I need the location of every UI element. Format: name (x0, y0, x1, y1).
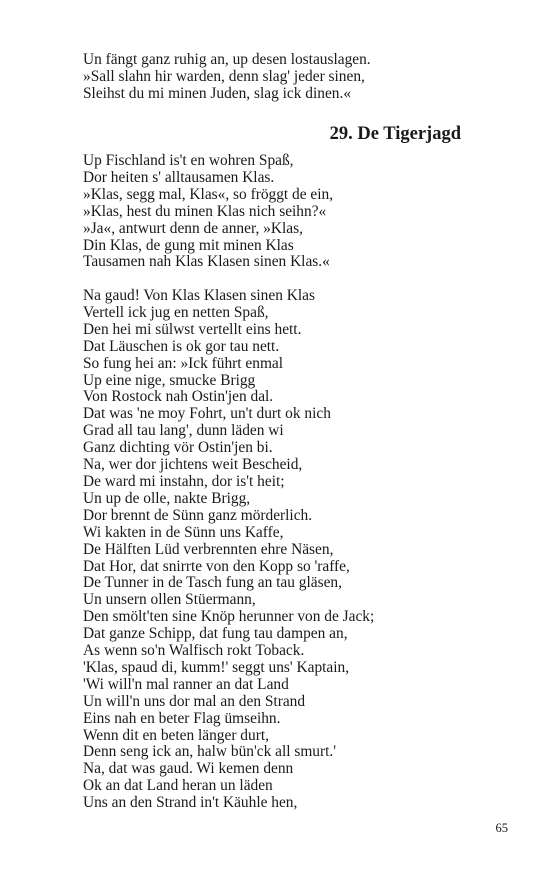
text-line: Dor heiten s' alltausamen Klas. (83, 168, 275, 186)
text-line: De ward mi instahn, dor is't heit; (83, 472, 285, 490)
stanza-two (83, 288, 483, 812)
text-line: Un fängt ganz ruhig an, up desen lostauslagen. (83, 51, 371, 68)
text-line: Eins nah en beter Flag ümseihn. (83, 709, 281, 727)
poem-title: 29. De Tigerjagd (329, 124, 461, 144)
text-line: Din Klas, de gung mit minen Klas (83, 236, 294, 254)
text-line: Un will'n uns dor mal an den Strand (83, 692, 306, 710)
text-line: Sleihst du mi minen Juden, slag ick dinen.« (83, 84, 352, 102)
text-line: Vertell ick jug en netten Spaß, (83, 303, 269, 321)
text-line: Dat Hor, dat snirrte von den Kopp so 'raffe, (83, 557, 350, 575)
text-line: »Klas, hest du minen Klas nich seihn?« (83, 202, 327, 220)
text-line: Dat ganze Schipp, dat fung tau dampen an, (83, 625, 348, 643)
text-line: 'Klas, spaud di, kumm!' seggt uns' Kaptain, (83, 658, 350, 676)
text-line: As wenn so'n Walfisch rokt Toback. (83, 642, 305, 660)
text-line: Un up de olle, nakte Brigg, (83, 489, 251, 507)
text-line: De Tunner in de Tasch fung an tau gläsen, (83, 574, 342, 592)
text-line: Up eine nige, smucke Brigg (83, 371, 256, 389)
text-line: Up Fischland is't en wohren Spaß, (83, 152, 294, 169)
page-number: 65 (495, 821, 508, 835)
text-line: Grad all tau lang', dunn läden wi (83, 422, 284, 440)
text-line: Na gaud! Von Klas Klasen sinen Klas (83, 287, 315, 304)
text-line: So fung hei an: »Ick führt enmal (83, 354, 284, 372)
text-line: Na, wer dor jichtens weit Bescheid, (83, 456, 303, 474)
text-line: Wi kakten in de Sünn uns Kaffe, (83, 523, 284, 541)
previous-poem-ending (83, 52, 483, 103)
text-line: Na, dat was gaud. Wi kemen denn (83, 760, 294, 778)
text-line: »Klas, segg mal, Klas«, so fröggt de ein, (83, 185, 334, 203)
text-line: Ganz dichting vör Ostin'jen bi. (83, 439, 273, 457)
text-line: 'Wi will'n mal ranner an dat Land (83, 675, 289, 693)
text-line: Ok an dat Land heran un läden (83, 777, 273, 795)
text-line: Denn seng ick an, halw bün'ck all smurt.' (83, 743, 337, 761)
text-line: De Hälften Lüd verbrennten ehre Näsen, (83, 540, 334, 558)
text-line: Tausamen nah Klas Klasen sinen Klas.« (83, 253, 330, 271)
text-line: Uns an den Strand in't Käuhle hen, (83, 794, 298, 812)
text-line: Dat Läuschen is ok gor tau nett. (83, 337, 280, 355)
text-line: Den smölt'ten sine Knöp herunner von de Jack; (83, 608, 375, 626)
text-line: Dor brennt de Sünn ganz mörderlich. (83, 506, 313, 524)
text-line: Wenn dit en beten länger durt, (83, 726, 269, 744)
text-line: »Sall slahn hir warden, denn slag' jeder sinen, (83, 67, 365, 85)
text-line: Von Rostock nah Ostin'jen dal. (83, 388, 274, 406)
stanza-one (83, 153, 483, 271)
text-line: Dat was 'ne moy Fohrt, un't durt ok nich (83, 405, 331, 423)
text-line: Un unsern ollen Stüermann, (83, 591, 256, 609)
text-line: »Ja«, antwurt denn de anner, »Klas, (83, 219, 303, 237)
text-line: Den hei mi sülwst vertellt eins hett. (83, 320, 302, 338)
